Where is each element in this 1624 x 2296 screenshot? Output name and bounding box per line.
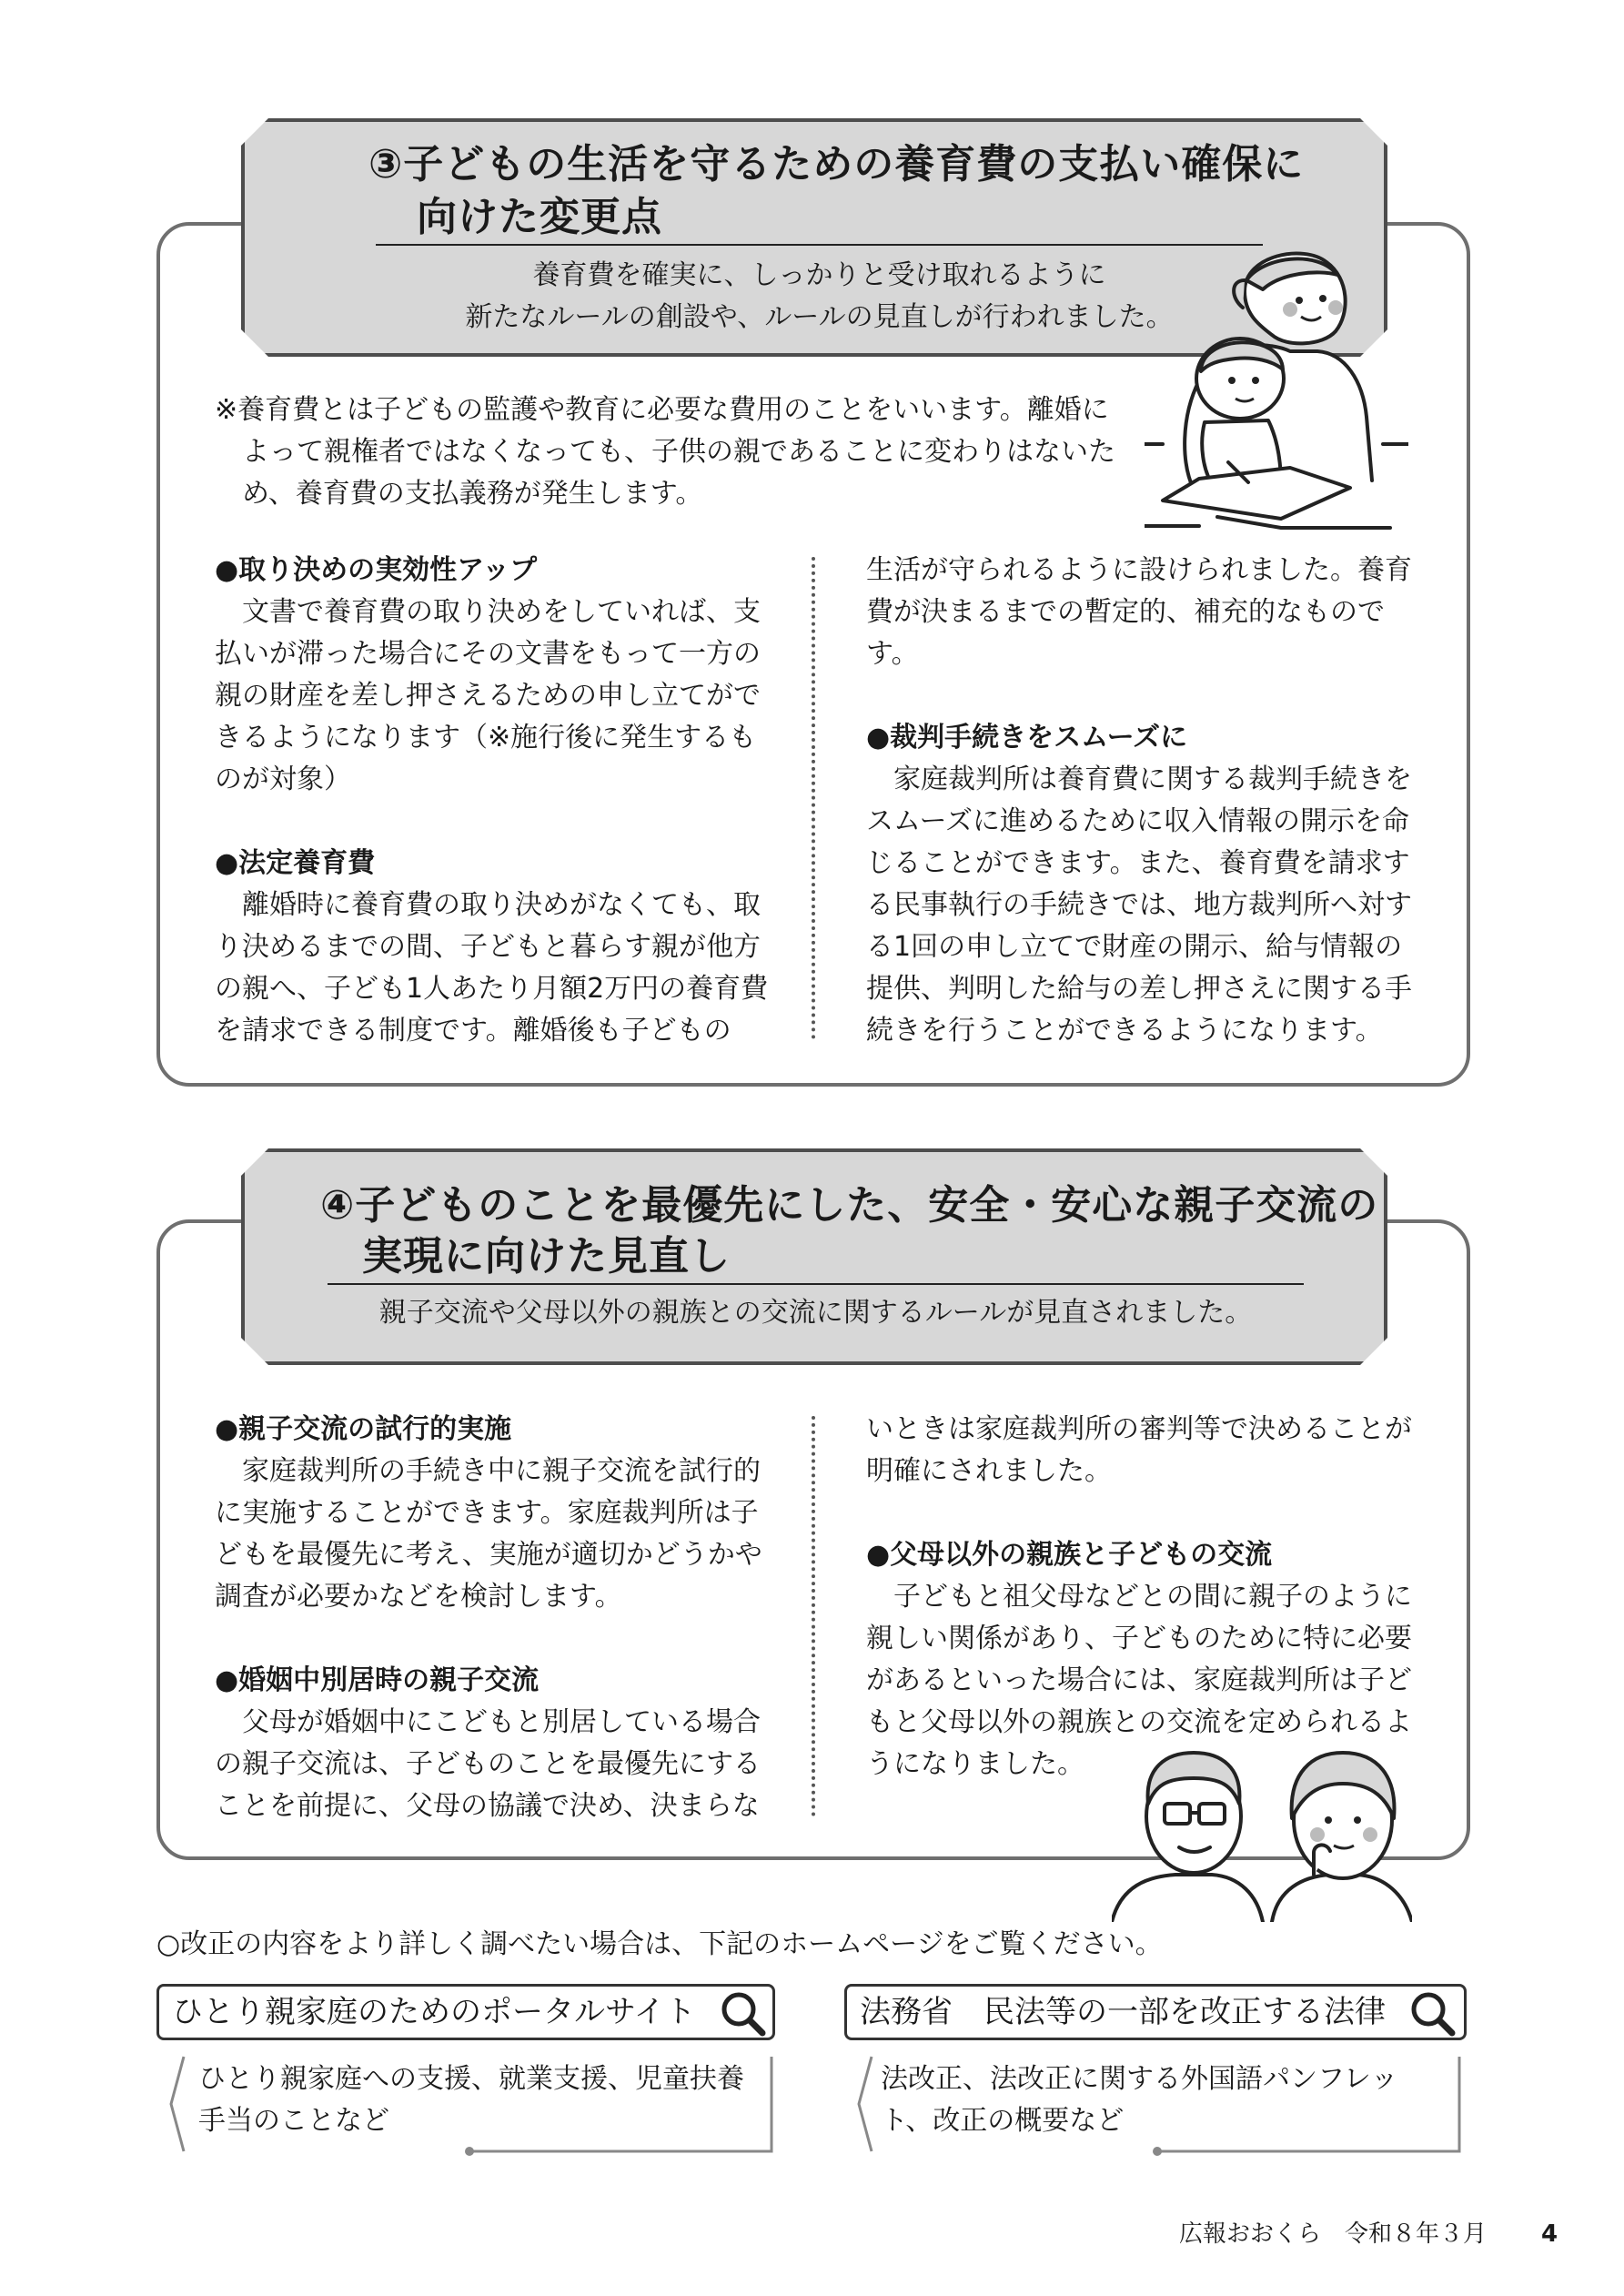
section3-right-column	[866, 550, 1428, 1052]
section4-item2-continuation: いときは家庭裁判所の審判等で決めることが明確にされました。	[866, 1413, 1412, 1487]
section3-left-column	[215, 550, 770, 1052]
section3-note-line1: ※養育費とは子どもの監護や教育に必要な費用のことをいいます。離婚に	[215, 394, 1109, 426]
section3-note-line3: め、養育費の支払義務が発生します。	[242, 478, 703, 510]
section3-subtitle-line2: 新たなルールの創設や、ルールの見直しが行われました。	[465, 301, 1174, 333]
section4-subtitle: 親子交流や父母以外の親族との交流に関するルールが見直されました。	[378, 1297, 1253, 1329]
links-intro: ○改正の内容をより詳しく調べたい場合は、下記のホームページをご覧ください。	[156, 1928, 1163, 1960]
section4-title-underline	[328, 1283, 1304, 1285]
section3-subtitle-line1: 養育費を確実に、しっかりと受け取れるように	[532, 259, 1106, 291]
section4-title-line2: 実現に向けた見直し	[362, 1233, 731, 1279]
section4-title-line1: ④子どものことを最優先にした、安全・安心な親子交流の	[320, 1182, 1379, 1229]
section4-column-divider	[812, 1416, 815, 1816]
link-moj-civil-code-desc: 法改正、法改正に関する外国語パンフレット、改正の概要など	[881, 2063, 1398, 2137]
section3-item1-heading: ●取り決めの実効性アップ	[215, 554, 538, 586]
link-moj-civil-code-label: 法務省 民法等の一部を改正する法律	[860, 1994, 1386, 2030]
section3-title-line2: 向けた変更点	[417, 194, 662, 240]
section4-item3-body: 子どもと祖父母などとの間に親子のように親しい関係があり、子どものために特に必要があるといった場合には、家庭裁判所は子どもと父母以外の親族との交流を定められるようになりました。	[866, 1581, 1412, 1780]
section3-item2-continuation: 生活が守られるように設けられました。養育費が決まるまでの暫定的、補充的なものです。	[866, 554, 1412, 670]
section3-note-line2: よって親権者ではなくなっても、子供の親であることに変わりはないた	[242, 436, 1115, 468]
section3-item3-body: 家庭裁判所は養育費に関する裁判手続きをスムーズに進めるために収入情報の開示を命じることができます。また、養育費を請求する民事執行の手続きでは、地方裁判所へ対する1回の申し立てで財産の開示、給与情報の提供、判明した給与の差し押さえに関する手続きを行うことができるようになります。	[866, 764, 1412, 1047]
link-portal-site-label: ひとり親家庭のためのポータルサイト	[172, 1994, 696, 2030]
section4-left-column	[215, 1409, 770, 1827]
section4-item3-heading: ●父母以外の親族と子どもの交流	[866, 1539, 1273, 1571]
mother-child-illustration	[1145, 244, 1408, 533]
search-icon[interactable]	[1408, 1989, 1458, 2038]
section3-note	[215, 389, 1143, 515]
section3-title-line1: ③子どもの生活を守るための養育費の支払い確保に	[368, 141, 1305, 187]
section4-item1-heading: ●親子交流の試行的実施	[215, 1413, 512, 1445]
footer-publication: 広報おおくら 令和８年３月	[1179, 2220, 1488, 2248]
section3-item1-body: 文書で養育費の取り決めをしていれば、支払いが滞った場合にその文書をもって一方の親の財産を差し押さえるための申し立てができるようになります（※施行後に発生するものが対象）	[215, 596, 761, 795]
section3-item3-heading: ●裁判手続きをスムーズに	[866, 722, 1188, 754]
section4-right-column	[866, 1409, 1428, 1785]
section4-item2-heading: ●婚姻中別居時の親子交流	[215, 1664, 540, 1696]
link-portal-site-desc: ひとり親家庭への支援、就業支援、児童扶養手当のことなど	[198, 2063, 744, 2137]
section3-item2-heading: ●法定養育費	[215, 847, 376, 879]
section3-item2-body: 離婚時に養育費の取り決めがなくても、取り決めるまでの間、子どもと暮らす親が他方の親へ、子ども1人あたり月額2万円の養育費を請求できる制度です。離婚後も子どもの	[215, 889, 769, 1047]
grandparents-illustration	[1112, 1740, 1412, 1922]
section4-item2-body: 父母が婚姻中にこどもと別居している場合の親子交流は、子どものことを最優先にすることを前提に、父母の協議で決め、決まらな	[215, 1706, 761, 1822]
search-icon[interactable]	[719, 1989, 768, 2038]
section3-title-underline	[376, 244, 1263, 246]
link-moj-civil-code[interactable]	[844, 1984, 1467, 2040]
section4-item1-body: 家庭裁判所の手続き中に親子交流を試行的に実施することができます。家庭裁判所は子どもを最優先に考え、実施が適切かどうかや調査が必要かなどを検討します。	[215, 1455, 762, 1613]
section3-column-divider	[812, 557, 815, 1039]
footer-page-number: 4	[1541, 2220, 1558, 2248]
link-portal-site[interactable]	[156, 1984, 775, 2040]
